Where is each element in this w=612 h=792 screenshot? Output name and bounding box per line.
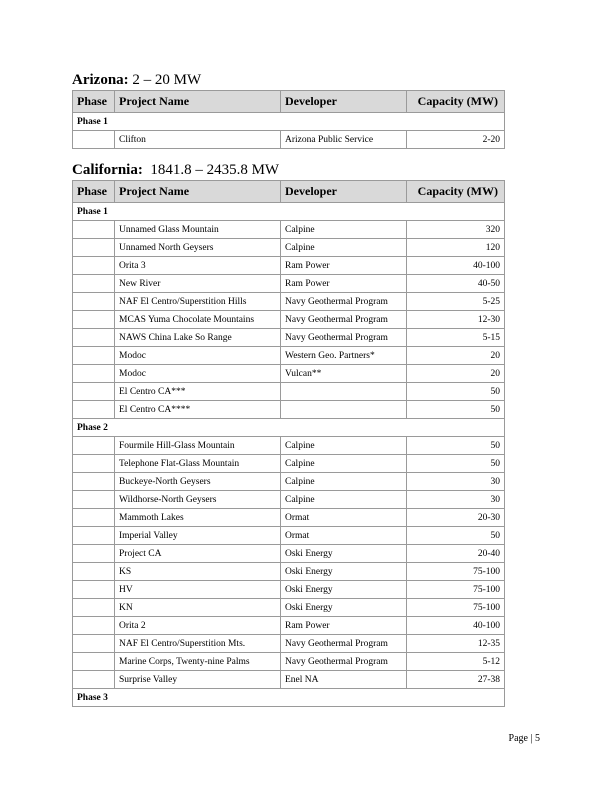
phase-cell [73, 365, 115, 383]
developer-cell: Oski Energy [281, 545, 407, 563]
table-header-row [73, 91, 505, 113]
table-row [73, 275, 505, 293]
table-row [73, 509, 505, 527]
table-row [73, 581, 505, 599]
developer-cell: Oski Energy [281, 563, 407, 581]
project-name-cell: Telephone Flat-Glass Mountain [115, 455, 281, 473]
developer-cell: Vulcan** [281, 365, 407, 383]
project-name-cell: Imperial Valley [115, 527, 281, 545]
developer-cell: Calpine [281, 491, 407, 509]
project-name-cell: Orita 2 [115, 617, 281, 635]
project-name-cell: HV [115, 581, 281, 599]
capacity-cell: 5-12 [407, 653, 505, 671]
developer-cell: Calpine [281, 239, 407, 257]
table-header-row [73, 181, 505, 203]
project-name-cell: Fourmile Hill-Glass Mountain [115, 437, 281, 455]
capacity-cell: 30 [407, 473, 505, 491]
phase-cell [73, 635, 115, 653]
california-phase2-rows [73, 437, 505, 689]
table-row [73, 311, 505, 329]
capacity-cell: 12-35 [407, 635, 505, 653]
capacity-cell: 20-40 [407, 545, 505, 563]
project-name-cell: Surprise Valley [115, 671, 281, 689]
project-name-cell: Clifton [115, 131, 281, 149]
project-name-cell: Modoc [115, 365, 281, 383]
capacity-cell: 5-25 [407, 293, 505, 311]
capacity-cell: 20 [407, 347, 505, 365]
project-name-cell: Unnamed Glass Mountain [115, 221, 281, 239]
phase-cell [73, 473, 115, 491]
table-row [73, 329, 505, 347]
table-row [73, 653, 505, 671]
header-phase: Phase [73, 91, 115, 113]
capacity-cell: 40-100 [407, 257, 505, 275]
developer-cell: Navy Geothermal Program [281, 329, 407, 347]
arizona-heading [72, 71, 201, 89]
phase-cell [73, 293, 115, 311]
project-name-cell: Buckeye-North Geysers [115, 473, 281, 491]
phase-row [73, 203, 505, 221]
developer-cell: Arizona Public Service [281, 131, 407, 149]
developer-cell: Ram Power [281, 257, 407, 275]
developer-cell: Navy Geothermal Program [281, 293, 407, 311]
phase-cell [73, 545, 115, 563]
phase-label: Phase 1 [73, 113, 505, 131]
header-project-name: Project Name [115, 181, 281, 203]
table-row [73, 545, 505, 563]
project-name-cell: NAWS China Lake So Range [115, 329, 281, 347]
project-name-cell: El Centro CA*** [115, 383, 281, 401]
phase-cell [73, 527, 115, 545]
phase-label: Phase 3 [73, 689, 505, 707]
project-name-cell: NAF El Centro/Superstition Hills [115, 293, 281, 311]
project-name-cell: Project CA [115, 545, 281, 563]
developer-cell: Calpine [281, 473, 407, 491]
capacity-cell: 50 [407, 383, 505, 401]
project-name-cell: Marine Corps, Twenty-nine Palms [115, 653, 281, 671]
table-row [73, 527, 505, 545]
phase-label: Phase 2 [73, 419, 505, 437]
phase-cell [73, 491, 115, 509]
header-phase: Phase [73, 181, 115, 203]
developer-cell: Calpine [281, 221, 407, 239]
project-name-cell: NAF El Centro/Superstition Mts. [115, 635, 281, 653]
developer-cell: Calpine [281, 437, 407, 455]
table-row [73, 491, 505, 509]
header-capacity: Capacity (MW) [407, 91, 505, 113]
phase-cell [73, 581, 115, 599]
developer-cell: Ormat [281, 527, 407, 545]
developer-cell: Navy Geothermal Program [281, 311, 407, 329]
table-row [73, 563, 505, 581]
table-row [73, 293, 505, 311]
arizona-table [72, 90, 505, 149]
capacity-cell: 12-30 [407, 311, 505, 329]
phase-cell [73, 599, 115, 617]
developer-cell [281, 401, 407, 419]
capacity-cell: 320 [407, 221, 505, 239]
project-name-cell: Mammoth Lakes [115, 509, 281, 527]
table-row [73, 671, 505, 689]
developer-cell: Oski Energy [281, 581, 407, 599]
arizona-range: 2 – 20 MW [128, 72, 202, 88]
table-row [73, 365, 505, 383]
arizona-state-label: Arizona: [72, 72, 129, 88]
capacity-cell: 75-100 [407, 599, 505, 617]
table-row [73, 455, 505, 473]
developer-cell: Oski Energy [281, 599, 407, 617]
header-capacity: Capacity (MW) [407, 181, 505, 203]
phase-label: Phase 1 [73, 203, 505, 221]
capacity-cell: 50 [407, 437, 505, 455]
phase-cell [73, 617, 115, 635]
project-name-cell: KS [115, 563, 281, 581]
arizona-rows [73, 131, 505, 149]
developer-cell: Ram Power [281, 275, 407, 293]
capacity-cell: 27-38 [407, 671, 505, 689]
developer-cell: Western Geo. Partners* [281, 347, 407, 365]
phase-row [73, 113, 505, 131]
project-name-cell: KN [115, 599, 281, 617]
developer-cell: Calpine [281, 455, 407, 473]
capacity-cell: 40-50 [407, 275, 505, 293]
header-project-name: Project Name [115, 91, 281, 113]
capacity-cell: 20-30 [407, 509, 505, 527]
capacity-cell: 75-100 [407, 581, 505, 599]
capacity-cell: 40-100 [407, 617, 505, 635]
california-range: 1841.8 – 2435.8 MW [142, 162, 280, 178]
table-row [73, 131, 505, 149]
table-row [73, 599, 505, 617]
developer-cell: Enel NA [281, 671, 407, 689]
table-row [73, 221, 505, 239]
developer-cell: Ormat [281, 509, 407, 527]
capacity-cell: 20 [407, 365, 505, 383]
capacity-cell: 30 [407, 491, 505, 509]
phase-cell [73, 653, 115, 671]
table-row [73, 437, 505, 455]
project-name-cell: Wildhorse-North Geysers [115, 491, 281, 509]
phase-cell [73, 509, 115, 527]
project-name-cell: Modoc [115, 347, 281, 365]
california-heading [72, 161, 279, 179]
phase-cell [73, 671, 115, 689]
table-row [73, 257, 505, 275]
phase-cell [73, 131, 115, 149]
project-name-cell: Orita 3 [115, 257, 281, 275]
header-developer: Developer [281, 181, 407, 203]
page-number: Page | 5 [508, 733, 540, 744]
capacity-cell: 5-15 [407, 329, 505, 347]
california-table [72, 180, 505, 707]
table-row [73, 239, 505, 257]
capacity-cell: 75-100 [407, 563, 505, 581]
phase-cell [73, 329, 115, 347]
capacity-cell: 50 [407, 401, 505, 419]
phase-cell [73, 437, 115, 455]
developer-cell: Navy Geothermal Program [281, 653, 407, 671]
phase-cell [73, 275, 115, 293]
phase-cell [73, 347, 115, 365]
project-name-cell: Unnamed North Geysers [115, 239, 281, 257]
developer-cell [281, 383, 407, 401]
phase-cell [73, 221, 115, 239]
phase-row [73, 689, 505, 707]
phase-cell [73, 257, 115, 275]
capacity-cell: 50 [407, 527, 505, 545]
header-developer: Developer [281, 91, 407, 113]
phase-cell [73, 239, 115, 257]
capacity-cell: 2-20 [407, 131, 505, 149]
capacity-cell: 50 [407, 455, 505, 473]
phase-cell [73, 401, 115, 419]
project-name-cell: MCAS Yuma Chocolate Mountains [115, 311, 281, 329]
table-row [73, 473, 505, 491]
phase-cell [73, 383, 115, 401]
developer-cell: Ram Power [281, 617, 407, 635]
table-row [73, 635, 505, 653]
project-name-cell: New River [115, 275, 281, 293]
phase-row [73, 419, 505, 437]
table-row [73, 401, 505, 419]
project-name-cell: El Centro CA**** [115, 401, 281, 419]
california-phase1-rows [73, 221, 505, 419]
phase-cell [73, 311, 115, 329]
developer-cell: Navy Geothermal Program [281, 635, 407, 653]
table-row [73, 617, 505, 635]
table-row [73, 383, 505, 401]
phase-cell [73, 563, 115, 581]
table-row [73, 347, 505, 365]
california-state-label: California: [72, 162, 143, 178]
phase-cell [73, 455, 115, 473]
capacity-cell: 120 [407, 239, 505, 257]
